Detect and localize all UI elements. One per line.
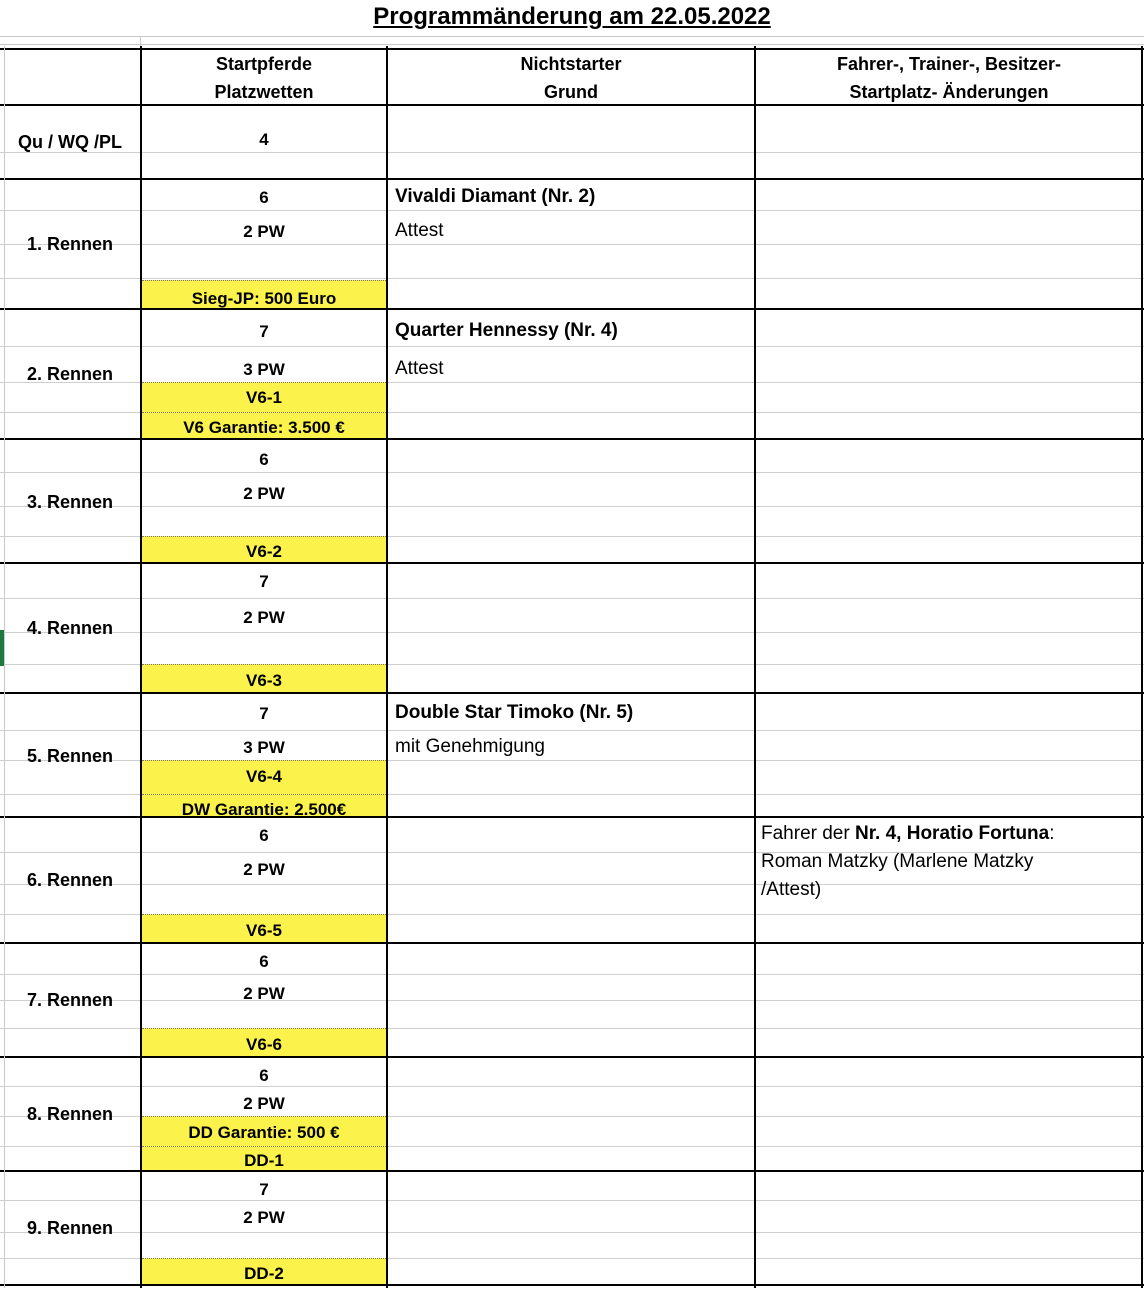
- header-startpferde: [142, 50, 386, 106]
- race-label-7: 7. Rennen: [26, 990, 114, 1010]
- race-label-qu: Qu / WQ /PL: [18, 132, 122, 152]
- place-bets-2: 3 PW: [243, 360, 285, 379]
- starters-1: 6: [259, 188, 269, 207]
- header-startpferde-line1: Startpferde: [215, 54, 313, 74]
- race-label-2: 2. Rennen: [26, 364, 114, 384]
- starters-6: 6: [259, 826, 269, 845]
- pool-badge-6: V6-5: [142, 914, 386, 942]
- race-label-3: 3. Rennen: [26, 492, 114, 512]
- race-label-4: 4. Rennen: [26, 618, 114, 638]
- place-bets-8: 2 PW: [243, 1094, 285, 1113]
- place-bets-3: 2 PW: [243, 484, 285, 503]
- race-label-1: 1. Rennen: [26, 234, 114, 254]
- nonstarter-name-1: Vivaldi Diamant (Nr. 2): [395, 186, 596, 207]
- pool-badge-9: DD-2: [142, 1258, 386, 1284]
- pool-badge-2b: V6 Garantie: 3.500 €: [142, 412, 386, 438]
- starters-9: 7: [259, 1180, 269, 1199]
- pool-badge-5a: V6-4: [142, 760, 386, 794]
- pool-badge-7: V6-6: [142, 1028, 386, 1056]
- starters-8: 6: [259, 1066, 269, 1085]
- pool-badge-5b: DW Garantie: 2.500€: [142, 794, 386, 818]
- race-label-9: 9. Rennen: [26, 1218, 114, 1238]
- header-startpferde-line2: Platzwetten: [214, 82, 314, 102]
- header-nichtstarter-line2: Grund: [544, 82, 598, 102]
- starters-7: 6: [259, 952, 269, 971]
- program-changes-table: [0, 46, 1144, 1288]
- pool-badge-8a: DD Garantie: 500 €: [142, 1116, 386, 1146]
- driver-change-horse: Nr. 4, Horatio Fortuna: [854, 823, 1050, 844]
- nonstarter-name-2: Quarter Hennessy (Nr. 4): [395, 320, 618, 341]
- starters-4: 7: [259, 572, 269, 591]
- driver-change-line3: /Attest): [761, 879, 822, 900]
- driver-change-6: [761, 820, 1139, 904]
- pool-badge-4: V6-3: [142, 664, 386, 692]
- place-bets-7: 2 PW: [243, 984, 285, 1003]
- nonstarter-name-5: Double Star Timoko (Nr. 5): [395, 702, 634, 723]
- place-bets-9: 2 PW: [243, 1208, 285, 1227]
- header-nichtstarter: [388, 50, 754, 106]
- pool-badge-3: V6-2: [142, 536, 386, 562]
- driver-change-line2: Roman Matzky (Marlene Matzky: [761, 851, 1034, 872]
- driver-change-pre: Fahrer der: [761, 823, 855, 844]
- starters-2: 7: [259, 322, 269, 341]
- place-bets-4: 2 PW: [243, 608, 285, 627]
- driver-change-colon: :: [1049, 823, 1055, 844]
- place-bets-5: 3 PW: [243, 738, 285, 757]
- race-label-6: 6. Rennen: [26, 870, 114, 890]
- pool-badge-8b: DD-1: [142, 1146, 386, 1170]
- place-bets-6: 2 PW: [243, 860, 285, 879]
- header-nichtstarter-line1: Nichtstarter: [520, 54, 622, 74]
- spacer-row: [0, 34, 1144, 46]
- header-changes-line2: Startplatz- Änderungen: [849, 82, 1049, 102]
- header-changes-line1: Fahrer-, Trainer-, Besitzer-: [836, 54, 1062, 74]
- header-changes: [756, 50, 1142, 106]
- nonstarter-reason-2: Attest: [395, 358, 444, 379]
- place-bets-1: 2 PW: [243, 222, 285, 241]
- race-label-5: 5. Rennen: [26, 746, 114, 766]
- starters-5: 7: [259, 704, 269, 723]
- sheet-edge-marker: [0, 630, 4, 666]
- starters-qu: 4: [259, 130, 269, 149]
- pool-badge-2a: V6-1: [142, 382, 386, 412]
- jackpot-badge-1: Sieg-JP: 500 Euro: [142, 280, 386, 308]
- nonstarter-reason-1: Attest: [395, 220, 444, 241]
- page-title: Programmänderung am 22.05.2022: [373, 3, 771, 30]
- race-label-8: 8. Rennen: [26, 1104, 114, 1124]
- nonstarter-reason-5: mit Genehmigung: [395, 736, 545, 757]
- starters-3: 6: [259, 450, 269, 469]
